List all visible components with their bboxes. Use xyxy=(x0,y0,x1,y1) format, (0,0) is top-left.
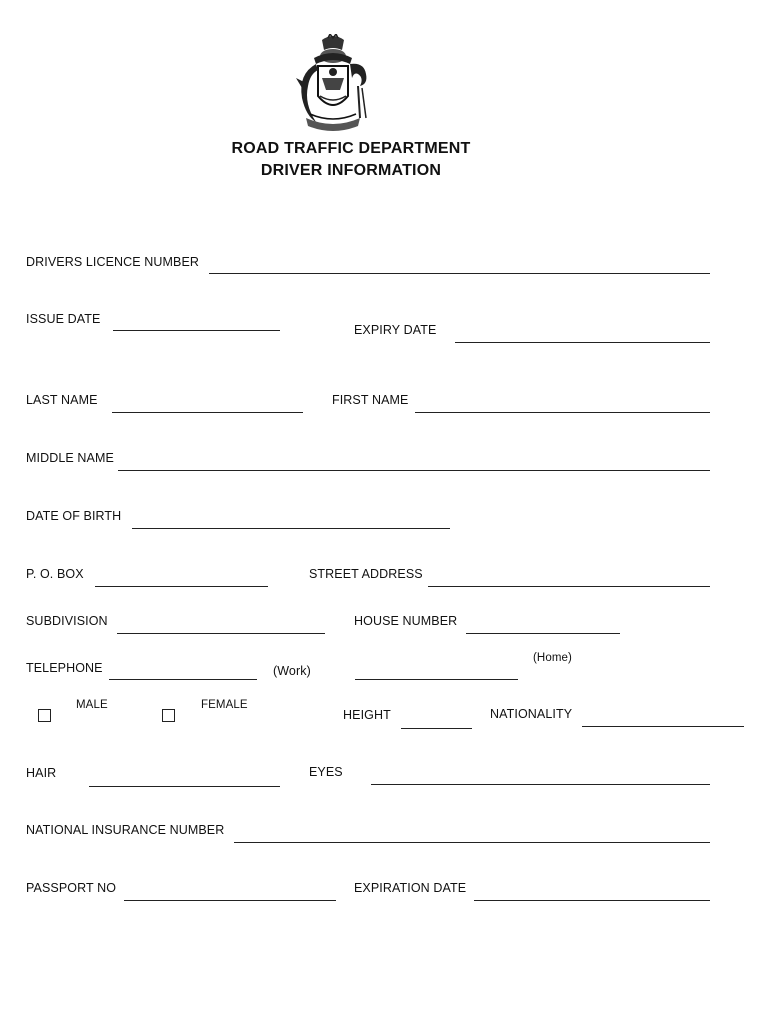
first-name-label: FIRST NAME xyxy=(332,393,409,407)
licence-number-field[interactable] xyxy=(209,273,710,274)
date-of-birth-field[interactable] xyxy=(132,528,450,529)
expiration-date-label: EXPIRATION DATE xyxy=(354,881,467,895)
height-label: HEIGHT xyxy=(343,708,391,722)
issue-date-field[interactable] xyxy=(113,330,280,331)
page-title-line1: ROAD TRAFFIC DEPARTMENT xyxy=(231,140,471,157)
eyes-label: EYES xyxy=(309,765,343,779)
hair-field[interactable] xyxy=(89,786,280,787)
house-number-field[interactable] xyxy=(466,633,620,634)
passport-no-label: PASSPORT NO xyxy=(26,881,117,895)
female-checkbox[interactable] xyxy=(162,709,175,722)
height-field[interactable] xyxy=(401,728,472,729)
subdivision-label: SUBDIVISION xyxy=(26,614,108,628)
coat-of-arms-svg xyxy=(292,34,374,132)
national-insurance-field[interactable] xyxy=(234,842,710,843)
hair-label: HAIR xyxy=(26,766,57,780)
nationality-label: NATIONALITY xyxy=(490,707,573,721)
female-label: FEMALE xyxy=(201,699,248,711)
middle-name-field[interactable] xyxy=(118,470,710,471)
coat-of-arms-icon xyxy=(292,34,374,132)
home-label: (Home) xyxy=(533,652,572,664)
street-address-label: STREET ADDRESS xyxy=(309,567,423,581)
male-checkbox[interactable] xyxy=(38,709,51,722)
eyes-field[interactable] xyxy=(371,784,710,785)
licence-number-label: DRIVERS LICENCE NUMBER xyxy=(26,255,200,269)
first-name-field[interactable] xyxy=(415,412,710,413)
page-title-line2: DRIVER INFORMATION xyxy=(260,162,442,179)
telephone-work-field[interactable] xyxy=(109,679,257,680)
national-insurance-label: NATIONAL INSURANCE NUMBER xyxy=(26,823,225,837)
issue-date-label: ISSUE DATE xyxy=(26,312,101,326)
nationality-field[interactable] xyxy=(582,726,744,727)
house-number-label: HOUSE NUMBER xyxy=(354,614,458,628)
expiry-date-label: EXPIRY DATE xyxy=(354,323,437,337)
male-label: MALE xyxy=(76,699,108,711)
passport-no-field[interactable] xyxy=(124,900,336,901)
po-box-label: P. O. BOX xyxy=(26,567,84,581)
telephone-home-field[interactable] xyxy=(355,679,518,680)
date-of-birth-label: DATE OF BIRTH xyxy=(26,509,122,523)
po-box-field[interactable] xyxy=(95,586,268,587)
subdivision-field[interactable] xyxy=(117,633,325,634)
expiry-date-field[interactable] xyxy=(455,342,710,343)
last-name-label: LAST NAME xyxy=(26,393,98,407)
last-name-field[interactable] xyxy=(112,412,303,413)
expiration-date-field[interactable] xyxy=(474,900,710,901)
work-label: (Work) xyxy=(273,664,311,678)
street-address-field[interactable] xyxy=(428,586,710,587)
telephone-label: TELEPHONE xyxy=(26,661,103,675)
middle-name-label: MIDDLE NAME xyxy=(26,451,114,465)
